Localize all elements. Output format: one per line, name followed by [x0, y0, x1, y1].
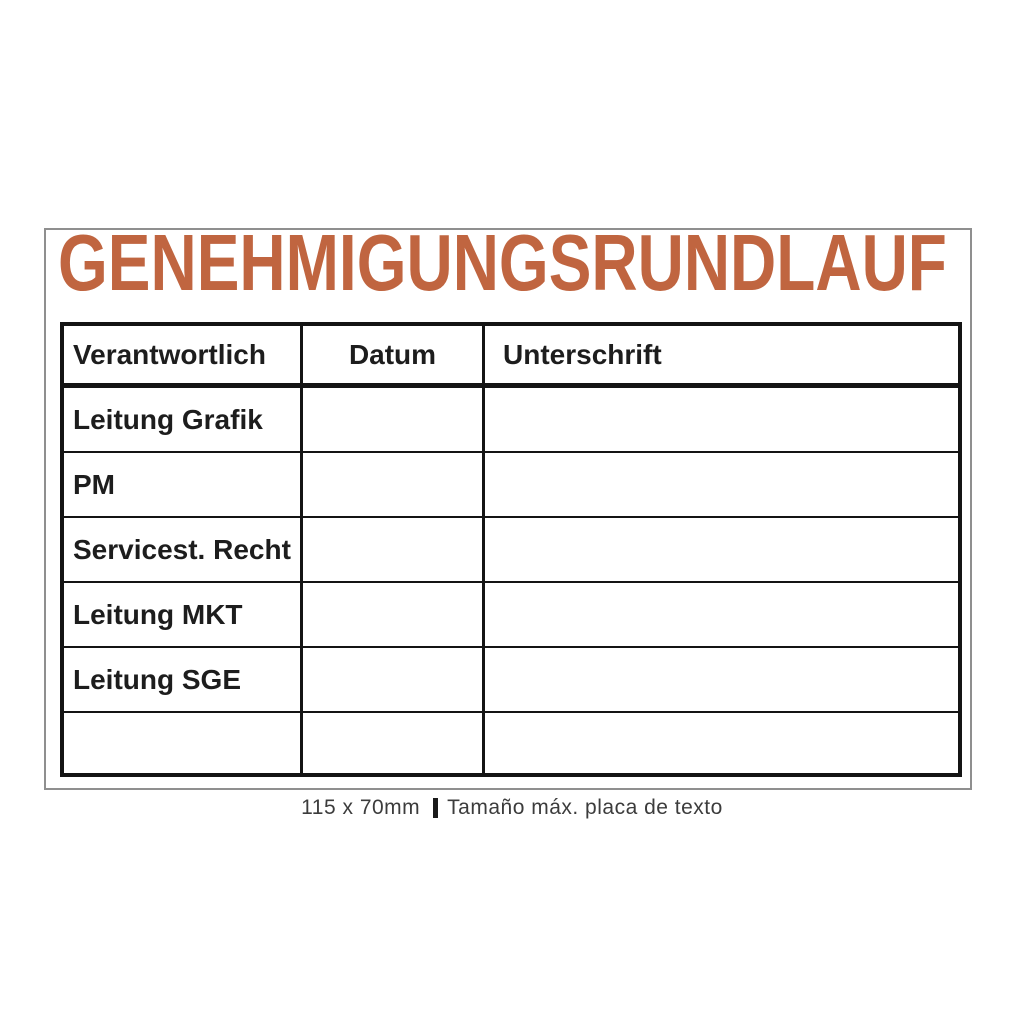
- caption-separator-bar: [433, 798, 438, 818]
- row-label: Leitung Grafik: [64, 388, 303, 451]
- datum-cell: [303, 583, 485, 646]
- row-label: Leitung MKT: [64, 583, 303, 646]
- header-unterschrift: Unterschrift: [503, 338, 662, 370]
- unterschrift-cell: [485, 713, 958, 773]
- unterschrift-cell: [485, 453, 958, 516]
- table-row: [64, 518, 958, 583]
- datum-cell: [303, 648, 485, 711]
- datum-cell: [303, 453, 485, 516]
- size-label: 115 x 70mm: [301, 796, 421, 819]
- table-row: [64, 583, 958, 648]
- table-header-row: [64, 326, 958, 388]
- row-label: PM: [64, 453, 303, 516]
- unterschrift-cell: [485, 648, 958, 711]
- table-row: [64, 453, 958, 518]
- table-row: [64, 388, 958, 453]
- caption-note: Tamaño máx. placa de texto: [447, 796, 723, 819]
- unterschrift-cell: [485, 388, 958, 451]
- table-row: [64, 648, 958, 713]
- form-card: [44, 218, 972, 790]
- row-label: Servicest. Recht: [64, 518, 303, 581]
- row-label: [64, 713, 303, 773]
- datum-cell: [303, 518, 485, 581]
- unterschrift-cell: [485, 583, 958, 646]
- datum-cell: [303, 713, 485, 773]
- table-row-empty: [64, 713, 958, 773]
- size-caption: [0, 796, 1024, 820]
- header-verantwortlich: Verantwortlich: [64, 326, 303, 383]
- row-label: Leitung SGE: [64, 648, 303, 711]
- datum-cell: [303, 388, 485, 451]
- header-datum: Datum: [303, 326, 485, 383]
- approval-table: [60, 322, 962, 777]
- unterschrift-cell: [485, 518, 958, 581]
- form-title: GENEHMIGUNGSRUNDLAUF: [58, 218, 947, 307]
